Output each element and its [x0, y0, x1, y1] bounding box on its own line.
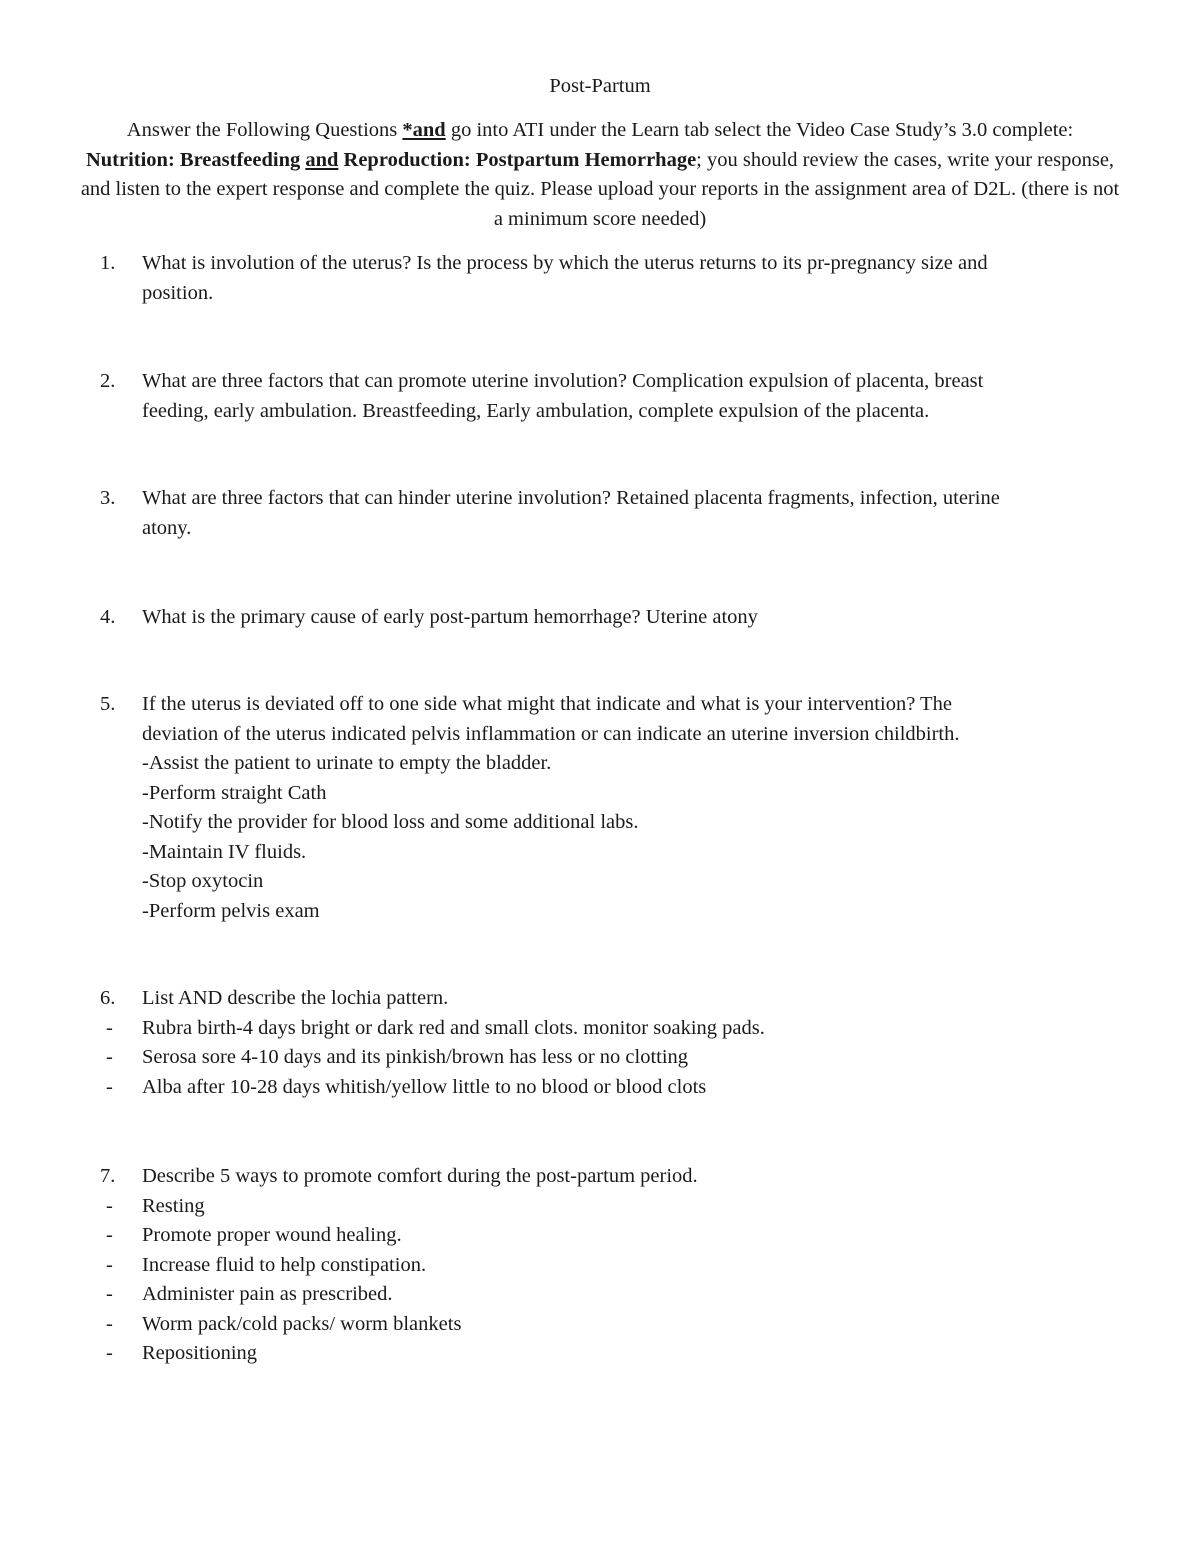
question-6 — [100, 984, 1135, 1102]
instructions-paragraph — [80, 116, 1120, 234]
lochia-list — [102, 1014, 1135, 1103]
list-item — [102, 1339, 1135, 1369]
bullet-marker: - — [106, 1312, 113, 1335]
list-item-text: Rubra birth-4 days bright or dark red and small clots. monitor soaking pads. — [142, 1016, 765, 1039]
comfort-list — [102, 1192, 1135, 1369]
question-text-line: position. — [142, 281, 214, 304]
question-text-line: deviation of the uterus indicated pelvis inflammation or can indicate an uterine inversion childbirth. — [142, 722, 960, 745]
list-item — [102, 1310, 1135, 1340]
list-item — [102, 1192, 1135, 1222]
list-item — [102, 1073, 1135, 1103]
intro-case-2: Reproduction: Postpartum Hemorrhage — [338, 148, 697, 171]
question-number: 7. — [100, 1165, 116, 1187]
intro-text-3: ; you should review the cases, write your response, and listen to the expert response and complete the quiz. Please upload your reports in the assignment area of D2L. (there is not a minimum score needed) — [80, 148, 1120, 230]
bullet-marker: - — [106, 1253, 113, 1276]
bullet-marker: - — [106, 1194, 113, 1217]
list-item-text: Promote proper wound healing. — [142, 1224, 402, 1246]
question-text-line: What are three factors that can promote uterine involution? Complication expulsion of placenta, breast — [142, 370, 984, 392]
list-item-text: Administer pain as prescribed. — [142, 1283, 393, 1305]
intro-case-1: Nutrition: Breastfeeding — [85, 148, 306, 171]
question-7 — [100, 1162, 1135, 1369]
question-3 — [100, 484, 1135, 543]
question-text-line: List AND describe the lochia pattern. — [142, 987, 449, 1009]
list-item — [102, 1251, 1135, 1281]
document-title: Post-Partum — [549, 75, 651, 97]
list-item-text: Alba after 10-28 days whitish/yellow little to no blood or blood clots — [142, 1075, 707, 1098]
question-2 — [100, 367, 1135, 426]
list-item — [102, 1043, 1135, 1073]
intro-text-2: go into ATI under the Learn tab select the Video Case Study’s 3.0 complete: — [445, 119, 1074, 141]
bullet-marker: - — [106, 1342, 113, 1364]
question-number: 6. — [100, 987, 116, 1009]
bullet-marker: - — [106, 1224, 113, 1246]
intro-and-emphasis-2: and — [305, 148, 339, 171]
list-item-text: Resting — [142, 1194, 205, 1217]
question-number: 2. — [100, 370, 116, 392]
intro-and-emphasis: *and — [402, 119, 446, 141]
answer-line: -Stop oxytocin — [142, 870, 264, 892]
question-text-line: Describe 5 ways to promote comfort during the post-partum period. — [142, 1165, 698, 1187]
question-number: 4. — [100, 606, 116, 628]
list-item — [102, 1221, 1135, 1251]
list-item — [102, 1014, 1135, 1044]
question-text-line: atony. — [142, 516, 192, 539]
bullet-marker: - — [106, 1046, 113, 1068]
question-text-line: feeding, early ambulation. Breastfeeding, Early ambulation, complete expulsion of the placenta. — [142, 399, 930, 422]
list-item-text: Worm pack/cold packs/ worm blankets — [142, 1312, 462, 1335]
list-item — [102, 1280, 1135, 1310]
question-1 — [100, 249, 1135, 308]
question-number: 5. — [100, 693, 116, 715]
bullet-marker: - — [106, 1016, 113, 1039]
list-item-text: Serosa sore 4-10 days and its pinkish/brown has less or no clotting — [142, 1046, 689, 1068]
answer-line: -Maintain IV fluids. — [142, 840, 307, 863]
question-text-line: If the uterus is deviated off to one side what might that indicate and what is your intervention? The — [142, 693, 952, 715]
question-text-line: What are three factors that can hinder uterine involution? Retained placenta fragments, infection, uterine — [142, 487, 1000, 509]
list-item-text: Repositioning — [142, 1342, 258, 1364]
answer-line: -Assist the patient to urinate to empty the bladder. — [142, 752, 552, 774]
answer-line: -Perform pelvis exam — [142, 899, 320, 922]
intro-text-1: Answer the Following Questions — [126, 119, 403, 141]
question-text-line: What is the primary cause of early post-partum hemorrhage? Uterine atony — [142, 606, 758, 628]
list-item-text: Increase fluid to help constipation. — [142, 1253, 427, 1276]
answer-line: -Notify the provider for blood loss and some additional labs. — [142, 811, 639, 833]
answer-line: -Perform straight Cath — [142, 781, 327, 804]
question-number: 1. — [100, 252, 116, 274]
bullet-marker: - — [106, 1283, 113, 1305]
bullet-marker: - — [106, 1075, 113, 1098]
question-number: 3. — [100, 487, 116, 509]
question-5 — [100, 690, 1135, 926]
question-text-line: What is involution of the uterus? Is the process by which the uterus returns to its pr-pregnancy size and — [142, 252, 988, 274]
question-4 — [100, 603, 1135, 633]
